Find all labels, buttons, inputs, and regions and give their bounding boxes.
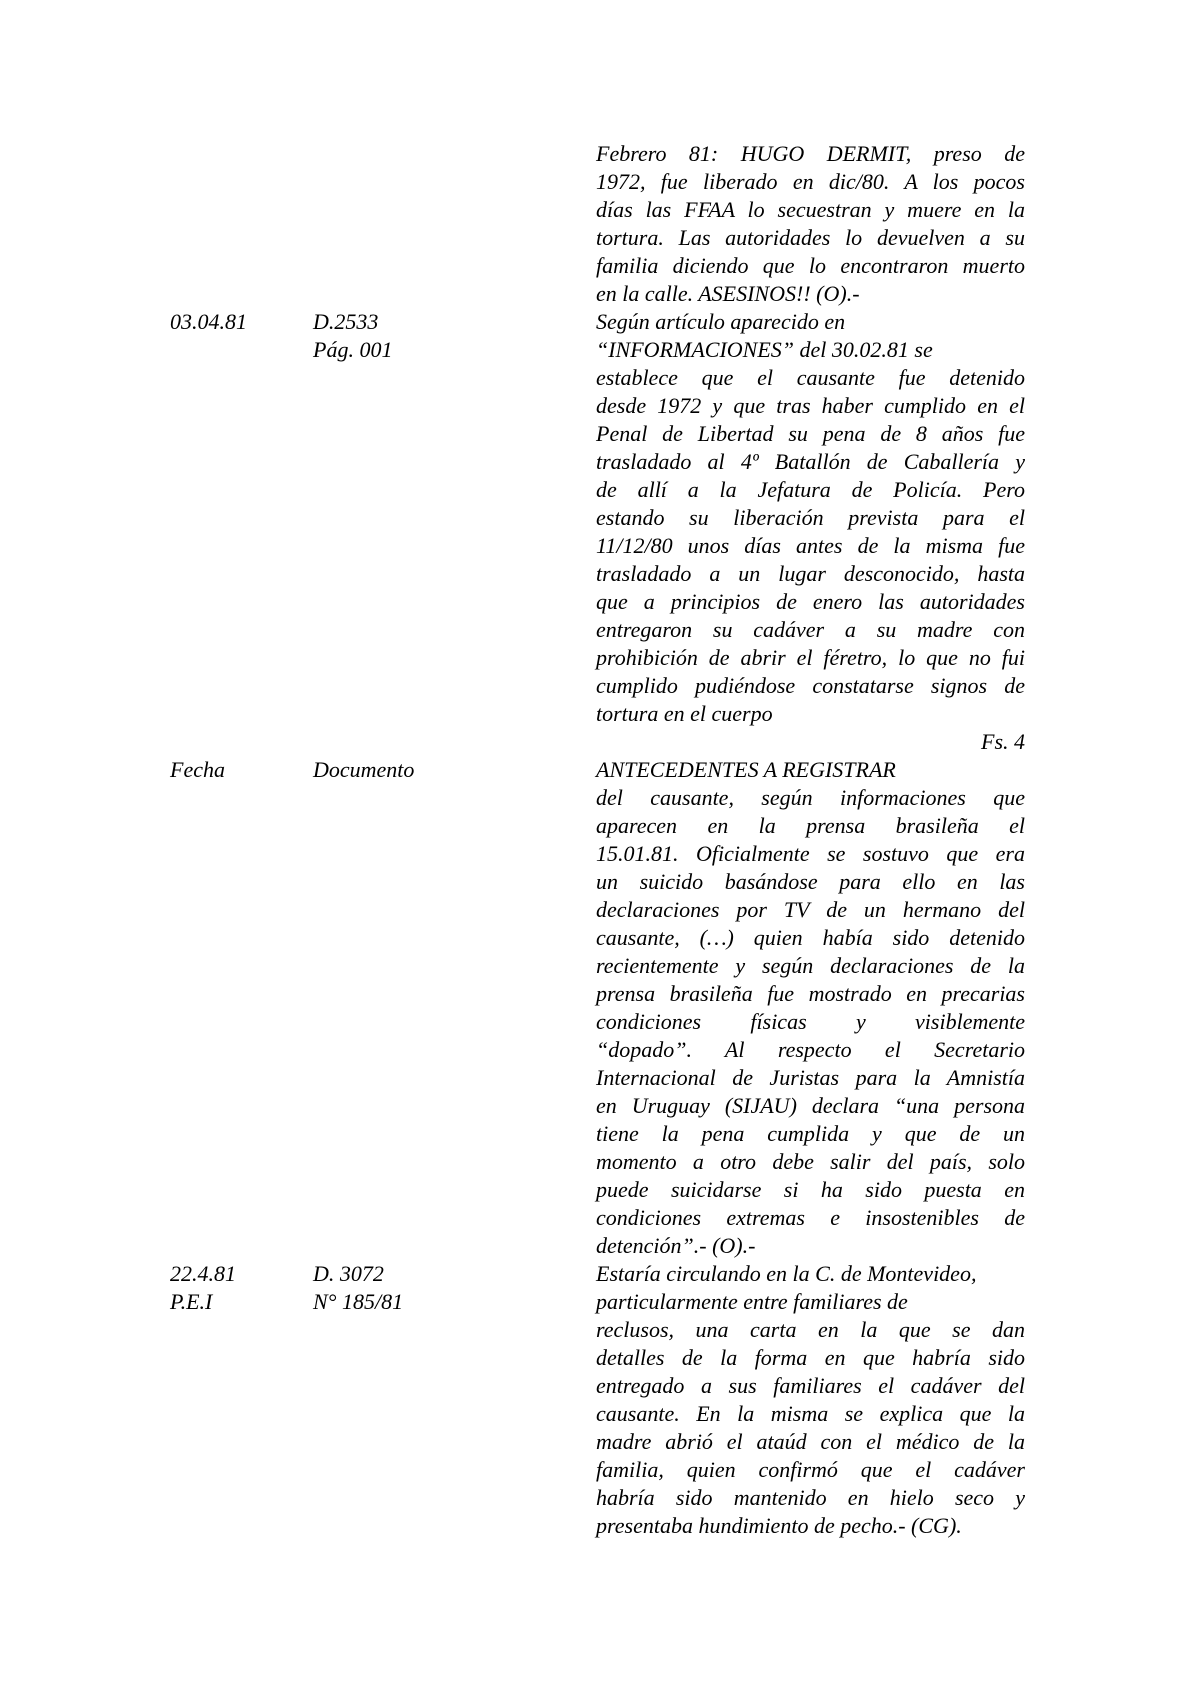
text-line: días las FFAA lo secuestran y muere en la [596, 197, 1025, 222]
text-line: 1972, fue liberado en dic/80. A los pocos [596, 169, 1025, 194]
text-line: tortura. Las autoridades lo devuelven a su [596, 225, 1025, 250]
text-line: presentaba hundimiento de pecho.- (CG). [596, 1513, 962, 1538]
entry-date: 22.4.81 [170, 1261, 236, 1286]
text-line: establece que el causante fue detenido [596, 365, 1025, 390]
text-line: “INFORMACIONES” del 30.02.81 se [596, 337, 933, 362]
text-line: prensa brasileña fue mostrado en precarias [596, 981, 1025, 1006]
text-line: trasladado al 4º Batallón de Caballería y [596, 449, 1025, 474]
text-line: condiciones extremas e insostenibles de [596, 1205, 1025, 1230]
column-header-date: Fecha [170, 757, 225, 782]
text-line: cumplido pudiéndose constatarse signos de [596, 673, 1025, 698]
entry-number: N° 185/81 [313, 1289, 404, 1314]
text-line: Internacional de Juristas para la Amnistía [596, 1065, 1025, 1090]
text-line: un suicido basándose para ello en las [596, 869, 1025, 894]
text-line: familia, quien confirmó que el cadáver [596, 1457, 1025, 1482]
text-line: 15.01.81. Oficialmente se sostuvo que era [596, 841, 1025, 866]
text-line: Febrero 81: HUGO DERMIT, preso de [596, 141, 1025, 166]
text-line: causante. En la misma se explica que la [596, 1401, 1025, 1426]
text-line: del causante, según informaciones que [596, 785, 1025, 810]
text-line: reclusos, una carta en la que se dan [596, 1317, 1025, 1342]
folio-number: Fs. 4 [981, 729, 1025, 754]
column-header-antecedentes: ANTECEDENTES A REGISTRAR [596, 757, 896, 782]
text-line: en la calle. ASESINOS!! (O).- [596, 281, 860, 306]
text-line: Estaría circulando en la C. de Montevideo, [596, 1261, 977, 1286]
column-header-document: Documento [313, 757, 415, 782]
text-line: “dopado”. Al respecto el Secretario [596, 1037, 1025, 1062]
entry-page: Pág. 001 [313, 337, 393, 362]
text-line: entregaron su cadáver a su madre con [596, 617, 1025, 642]
text-line: prohibición de abrir el féretro, lo que no fui [596, 645, 1025, 670]
entry-date: 03.04.81 [170, 309, 247, 334]
text-line: 11/12/80 unos días antes de la misma fue [596, 533, 1025, 558]
entry-document: D.2533 [313, 309, 379, 334]
text-line: tiene la pena cumplida y que de un [596, 1121, 1025, 1146]
text-line: entregado a sus familiares el cadáver del [596, 1373, 1025, 1398]
text-line: que a principios de enero las autoridades [596, 589, 1025, 614]
text-line: detención”.- (O).- [596, 1233, 756, 1258]
entry-document: D. 3072 [313, 1261, 384, 1286]
entry-code: P.E.I [170, 1289, 213, 1314]
text-line: particularmente entre familiares de [596, 1289, 908, 1314]
text-line: causante, (…) quien había sido detenido [596, 925, 1025, 950]
text-line: Según artículo aparecido en [596, 309, 846, 334]
text-line: declaraciones por TV de un hermano del [596, 897, 1025, 922]
text-line: tortura en el cuerpo [596, 701, 773, 726]
text-line: Penal de Libertad su pena de 8 años fue [596, 421, 1025, 446]
text-line: madre abrió el ataúd con el médico de la [596, 1429, 1025, 1454]
text-line: condiciones físicas y visiblemente [596, 1009, 1025, 1034]
text-line: en Uruguay (SIJAU) declara “una persona [596, 1093, 1025, 1118]
text-line: detalles de la forma en que habría sido [596, 1345, 1025, 1370]
text-line: momento a otro debe salir del país, solo [596, 1149, 1025, 1174]
text-line: puede suicidarse si ha sido puesta en [596, 1177, 1025, 1202]
text-line: aparecen en la prensa brasileña el [596, 813, 1025, 838]
text-line: recientemente y según declaraciones de la [596, 953, 1025, 978]
text-line: trasladado a un lugar desconocido, hasta [596, 561, 1025, 586]
text-line: habría sido mantenido en hielo seco y [596, 1485, 1025, 1510]
text-line: de allí a la Jefatura de Policía. Pero [596, 477, 1025, 502]
text-line: familia diciendo que lo encontraron muerto [596, 253, 1025, 278]
text-line: estando su liberación prevista para el [596, 505, 1025, 530]
text-line: desde 1972 y que tras haber cumplido en el [596, 393, 1025, 418]
